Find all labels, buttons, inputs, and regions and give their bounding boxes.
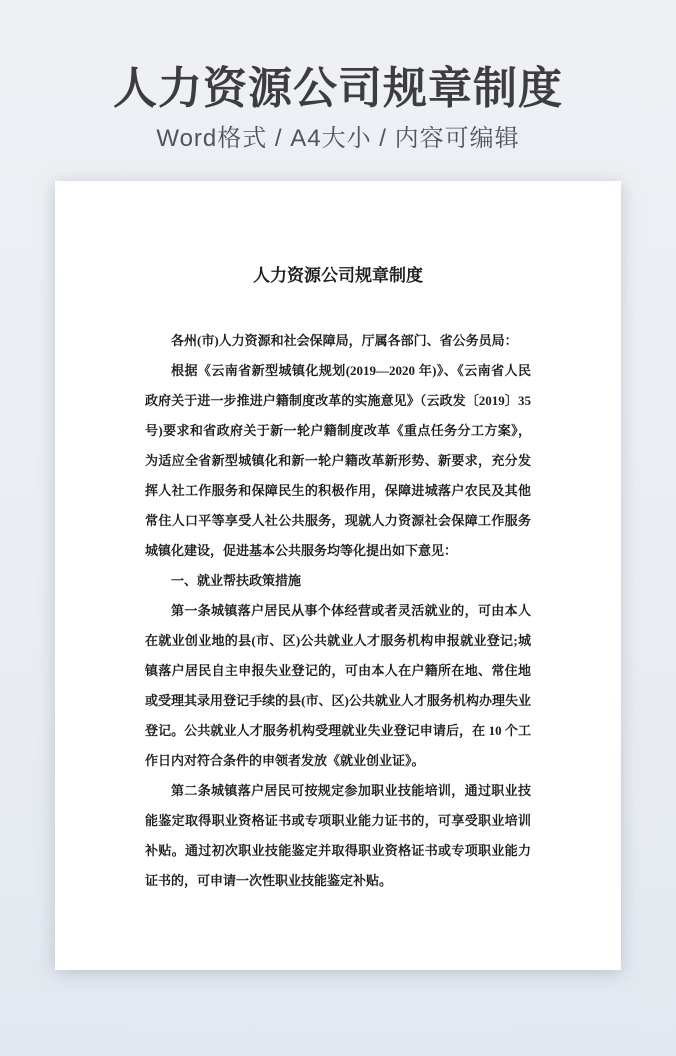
document-paragraph-article-1: 第一条城镇落户居民从事个体经营或者灵活就业的，可由本人在就业创业地的县(市、区)公共就业人才服务机构申报就业登记;城镇落户居民自主申报失业登记的，可由本人在户籍所在地、常住地或受理其录用登记手续的县(市、区)公共就业人才服务机构办理失业登记。公共就业人才服务机构受理就业失业登记申请后，在 10 个工作日内对符合条件的申领者发放《就业创业证》。: [145, 603, 531, 769]
document-section-heading: 一、就业帮扶政策措施: [171, 573, 302, 589]
document-body: [145, 326, 531, 896]
page-title: 人力资源公司规章制度: [113, 64, 563, 113]
page-subtitle: Word格式 / A4大小 / 内容可编辑: [156, 124, 520, 152]
document-paragraph-preamble: 根据《云南省新型城镇化规划(2019—2020 年)》、《云南省人民政府关于进一步推进户籍制度改革的实施意见》（云政发〔2019〕35 号)要求和省政府关于新一轮户籍制度改革《重点任务分工方案》，为适应全省新型城镇化和新一轮户籍改革新形势、新要求，充分发挥人社工作服务和保障民生的积极作用，保障进城落户农民及其他常住人口平等享受人社公共服务，现就人力资源社会保障工作服务城镇化建设，促进基本公共服务均等化提出如下意见：: [145, 363, 531, 559]
document-paragraph-salutation: 各州(市)人力资源和社会保障局，厅属各部门、省公务员局：: [171, 333, 518, 349]
document-title: 人力资源公司规章制度: [253, 266, 423, 286]
document-preview-page: [55, 181, 621, 970]
document-paragraph-article-2: 第二条城镇落户居民可按规定参加职业技能培训，通过职业技能鉴定取得职业资格证书或专项职业能力证书的，可享受职业培训补贴。通过初次职业技能鉴定并取得职业资格证书或专项职业能力证书的，可申请一次性职业技能鉴定补贴。: [145, 783, 531, 889]
header: [0, 0, 676, 153]
